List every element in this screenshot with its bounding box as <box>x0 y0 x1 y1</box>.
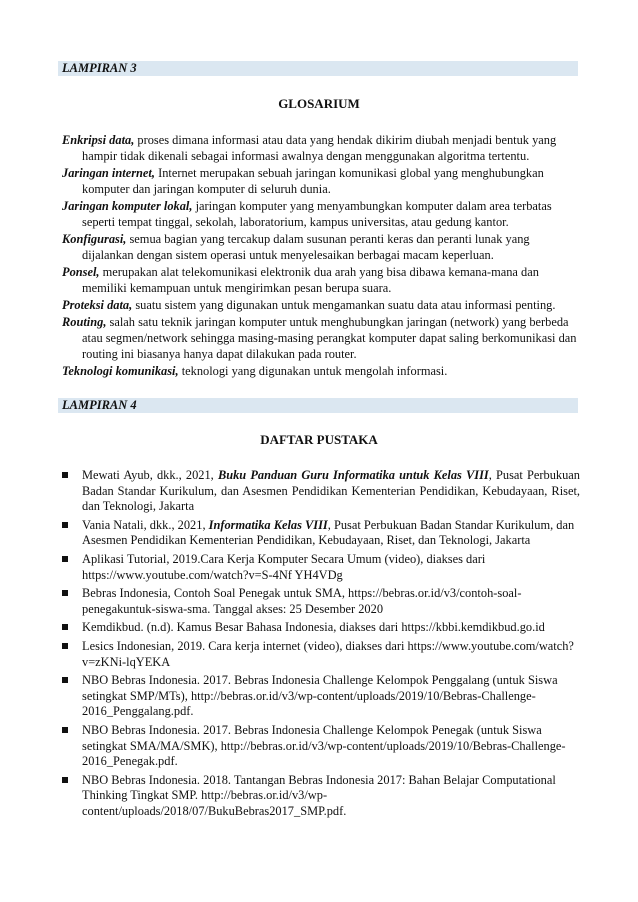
lampiran-3-header: LAMPIRAN 3 <box>58 61 578 76</box>
reference-text: NBO Bebras Indonesia. 2017. Bebras Indonesia Challenge Kelompok Penggalang (untuk Siswa setingkat SMP/MTs), http://bebras.or.id/v3/wp-content/uploads/2019/10/Bebras-Challenge-2016_Penggalang.pdf. <box>82 673 558 719</box>
lampiran-4-header: LAMPIRAN 4 <box>58 398 578 413</box>
reference-text: Kemdikbud. (n.d). Kamus Besar Bahasa Indonesia, diakses dari https://kbbi.kemdikbud.go.id <box>82 620 545 635</box>
reference-text: NBO Bebras Indonesia. 2018. Tantangan Bebras Indonesia 2017: Bahan Belajar Computational Thinking Tingkat SMP. http://bebras.or.id/v3/wp-content/uploads/2018/07/BukuBebras2017_SMP.pdf. <box>82 772 556 818</box>
glossary-definition: jaringan komputer yang menyambungkan komputer dalam area terbatas seperti tempat tinggal, sekolah, laboratorium, kampus universitas, atau gedung kantor. <box>82 198 552 229</box>
reference-item <box>62 468 580 515</box>
daftar-pustaka-title: DAFTAR PUSTAKA <box>260 432 378 447</box>
glossary-term: Routing, <box>62 315 107 330</box>
reference-book-title: Informatika Kelas VIII <box>208 517 328 532</box>
glossary-term: Konfigurasi, <box>62 231 127 246</box>
bullet-square-icon <box>62 472 68 478</box>
reference-text: Lesics Indonesian, 2019. Cara kerja internet (video), diakses dari https://www.youtube.com/watch?v=zKNi-lqYEKA <box>82 638 574 669</box>
glossary-term: Teknologi komunikasi, <box>62 363 179 378</box>
reference-item <box>62 773 580 820</box>
glossary-list <box>62 133 582 381</box>
glossary-entry <box>62 315 582 362</box>
reference-item <box>62 552 580 583</box>
glossary-term: Proteksi data, <box>62 297 133 312</box>
glossary-entry <box>62 364 582 380</box>
bullet-square-icon <box>62 522 68 528</box>
bullet-square-icon <box>62 727 68 733</box>
glossary-definition: proses dimana informasi atau data yang hendak dikirim diubah menjadi bentuk yang hampir tidak dikenali sebagai informasi awalnya dengan menggunakan algoritma tertentu. <box>82 133 557 163</box>
reference-text: Vania Natali, dkk., 2021, <box>82 517 209 532</box>
glossary-definition: salah satu teknik jaringan komputer untuk menghubungkan jaringan (network) yang berbeda atau segmen/network sehingga masing-masing perangkat komputer dapat saling berkomunikasi dan routing ini biasanya hanya dapat dilakukan pada router. <box>82 315 577 361</box>
glossary-term: Ponsel, <box>62 264 100 279</box>
bullet-square-icon <box>62 677 68 683</box>
glossary-entry <box>62 232 582 263</box>
reference-item <box>62 518 580 549</box>
glossary-entry <box>62 133 582 164</box>
reference-text: Bebras Indonesia, Contoh Soal Penegak untuk SMA, https://bebras.or.id/v3/contoh-soal-penegakuntuk-siswa-sma. Tanggal akses: 25 Desember 2020 <box>82 586 522 616</box>
glosarium-title: GLOSARIUM <box>278 96 360 111</box>
bullet-square-icon <box>62 643 68 649</box>
bullet-square-icon <box>62 777 68 783</box>
reference-book-title: Buku Panduan Guru Informatika untuk Kelas VIII <box>217 468 489 482</box>
bullet-square-icon <box>62 624 68 630</box>
reference-text: , Pusat Perbukuan Badan Standar Kurikulum, dan Asesmen Pendidikan Kementerian Pendidikan, Kebudayaan, Riset, dan Teknologi, Jakarta <box>82 468 581 514</box>
reference-text: Mewati Ayub, dkk., 2021, <box>82 468 218 482</box>
bullet-square-icon <box>62 556 68 562</box>
reference-item <box>62 723 580 770</box>
glossary-term: Jaringan internet, <box>62 165 155 180</box>
glossary-definition: suatu sistem yang digunakan untuk mengamankan suatu data atau informasi penting. <box>132 297 556 312</box>
reference-list <box>62 468 580 822</box>
reference-item <box>62 586 580 617</box>
glossary-term: Jaringan komputer lokal, <box>62 198 193 213</box>
glossary-entry <box>62 298 582 314</box>
reference-item <box>62 639 580 670</box>
glossary-term: Enkripsi data, <box>62 133 135 147</box>
glossary-entry <box>62 199 582 230</box>
reference-item <box>62 620 580 636</box>
reference-item <box>62 673 580 720</box>
reference-text: NBO Bebras Indonesia. 2017. Bebras Indonesia Challenge Kelompok Penegak (untuk Siswa setingkat SMA/MA/SMK), http://bebras.or.id/v3/wp-content/uploads/2019/10/Bebras-Challenge-2016_Penegak.pdf. <box>82 722 566 769</box>
glossary-definition: semua bagian yang tercakup dalam susunan peranti keras dan peranti lunak yang dijalankan dengan sistem operasi untuk menyelesaikan berbagai macam keperluan. <box>82 231 530 262</box>
glossary-definition: merupakan alat telekomunikasi elektronik dua arah yang bisa dibawa kemana-mana dan memiliki kemampuan untuk mengirimkan pesan berupa suara. <box>82 264 539 295</box>
glossary-entry <box>62 166 582 197</box>
glossary-definition: teknologi yang digunakan untuk mengolah informasi. <box>178 363 448 378</box>
glossary-entry <box>62 265 582 296</box>
reference-text: Aplikasi Tutorial, 2019.Cara Kerja Komputer Secara Umum (video), diakses dari https://www.youtube.com/watch?v=S-4Nf YH4VDg <box>82 551 486 582</box>
bullet-square-icon <box>62 590 68 596</box>
glossary-definition: Internet merupakan sebuah jaringan komunikasi global yang menghubungkan komputer dan jaringan komputer di seluruh dunia. <box>82 165 544 196</box>
reference-text: , Pusat Perbukuan Badan Standar Kurikulum, dan Asesmen Pendidikan Kementerian Pendidikan, Kebudayaan, Riset, dan Teknologi, Jakarta <box>82 517 575 548</box>
